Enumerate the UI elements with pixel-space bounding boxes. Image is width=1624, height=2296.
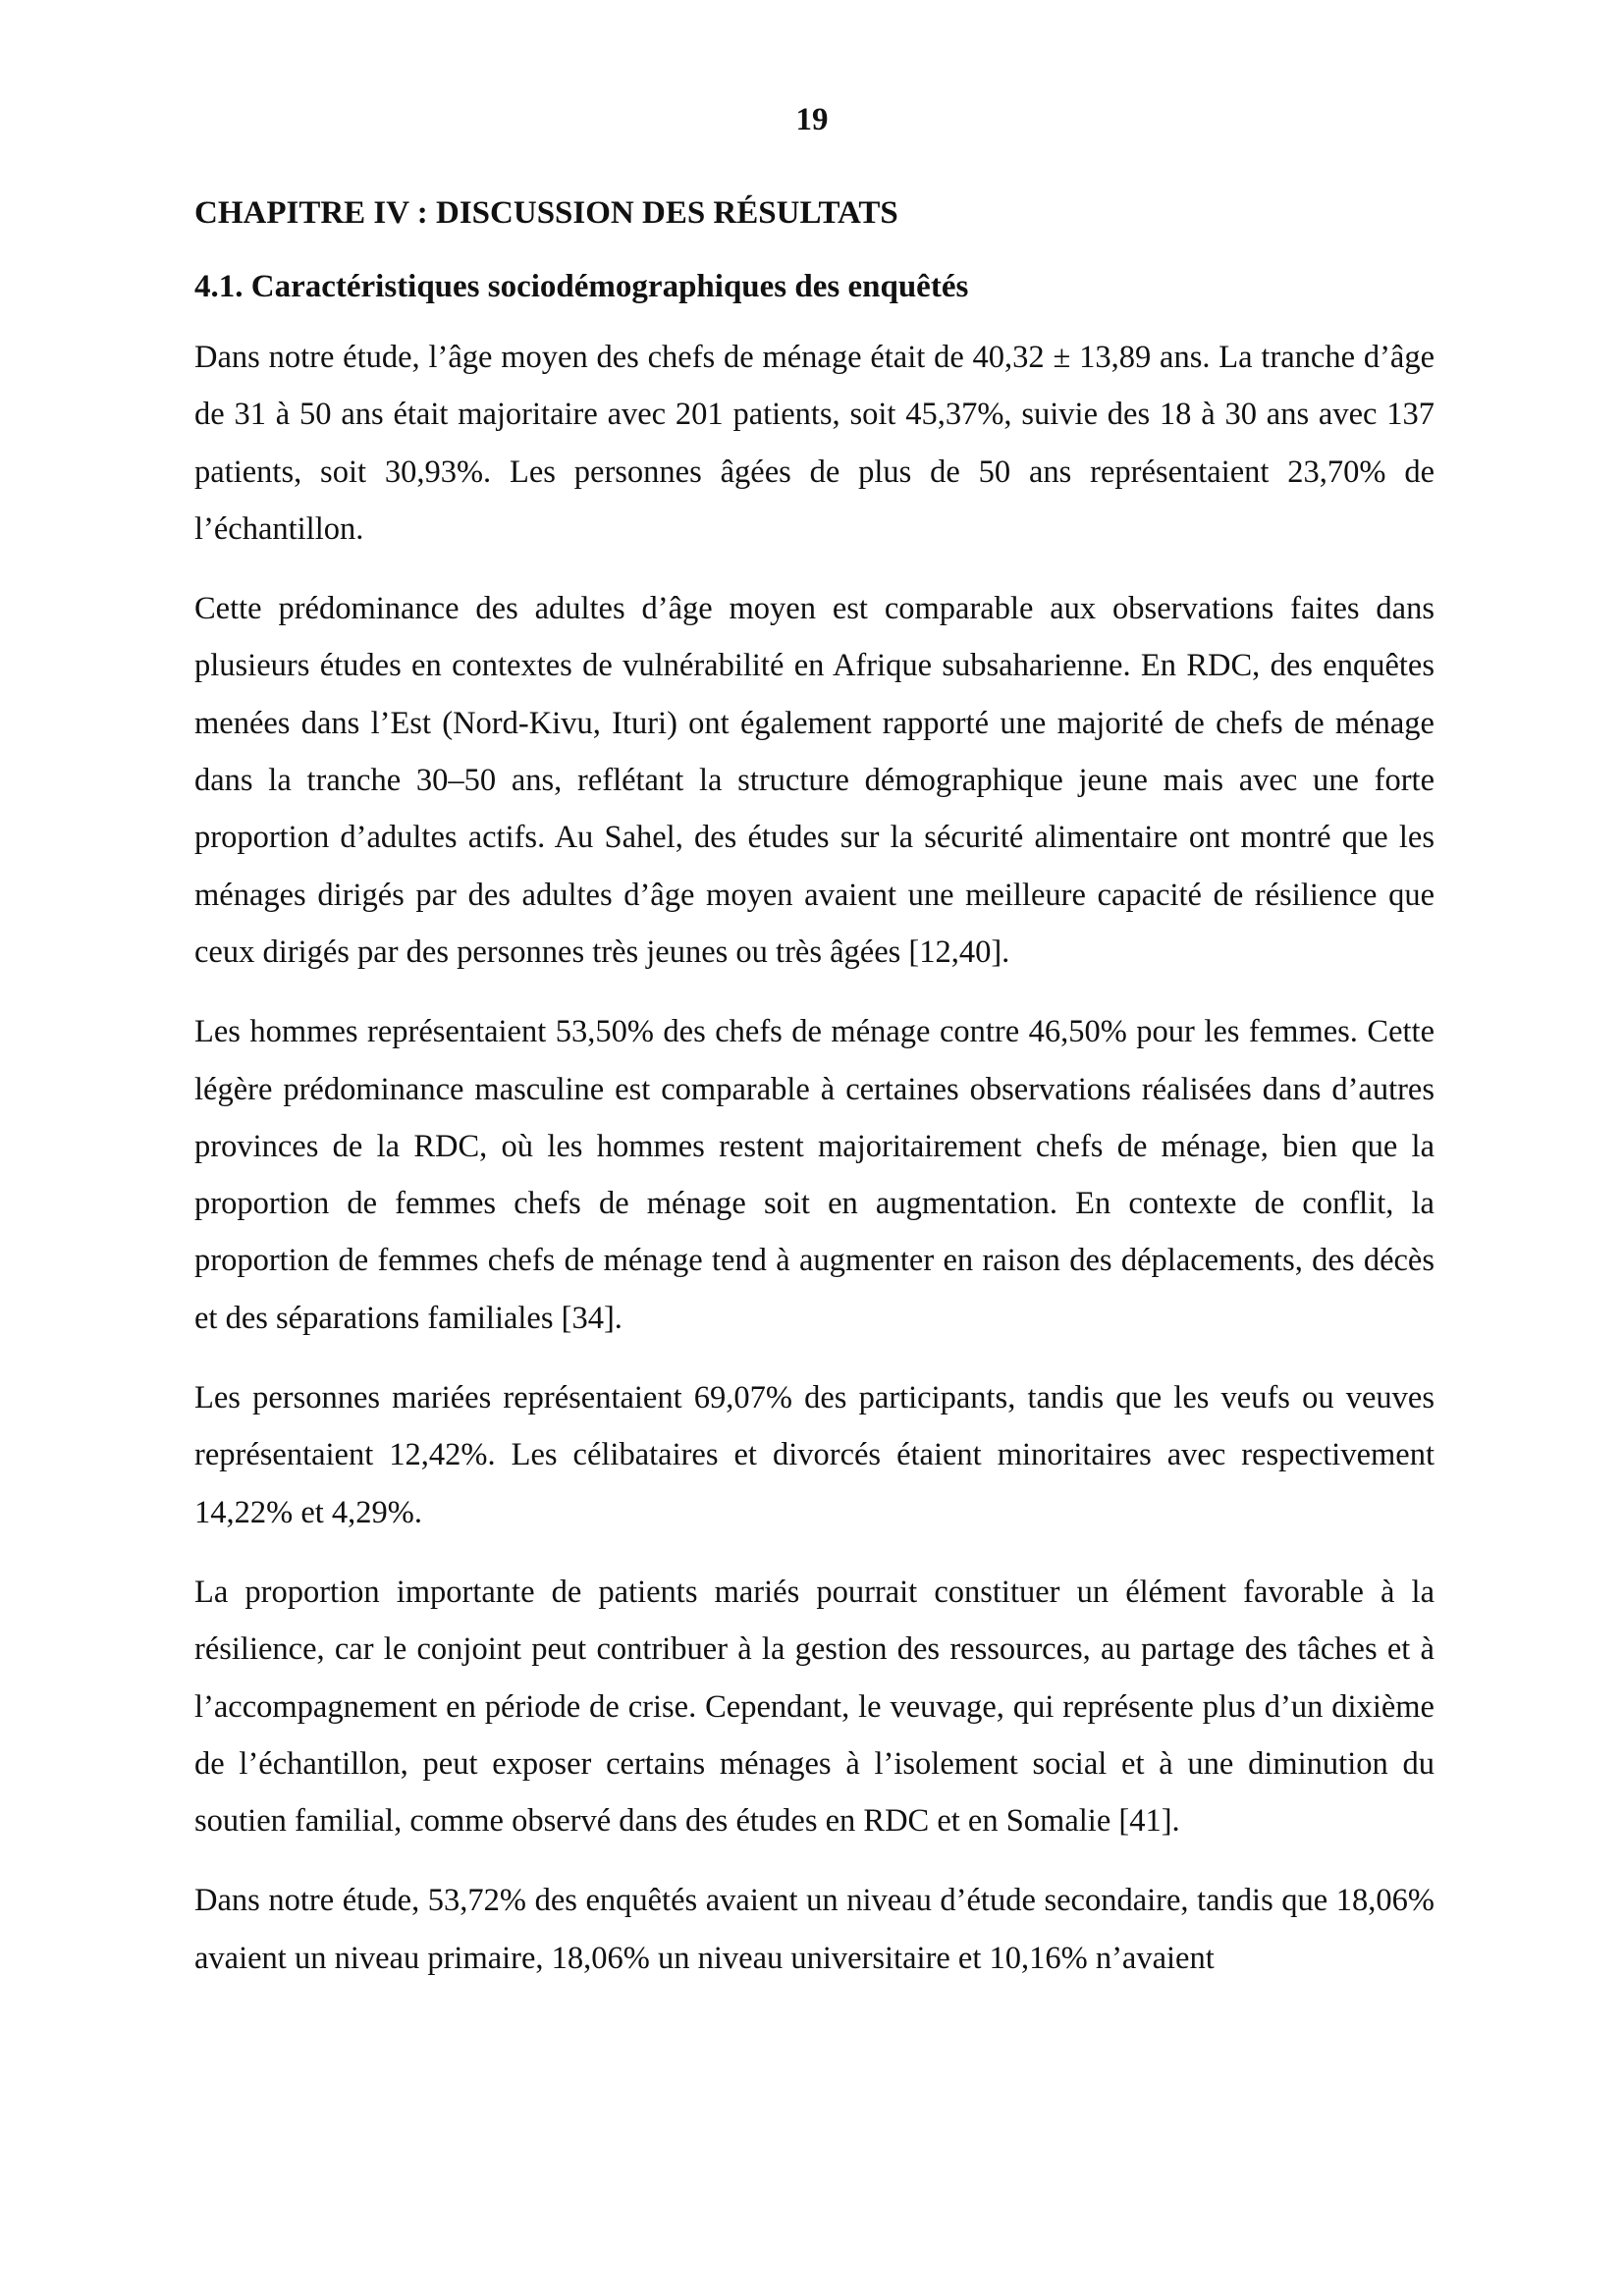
- page-content: [194, 192, 1435, 1987]
- chapter-title: CHAPITRE IV : DISCUSSION DES RÉSULTATS: [194, 195, 898, 231]
- paragraph-sex: Les hommes représentaient 53,50% des chefs de ménage contre 46,50% pour les femmes. Cette légère prédominance masculine est comparable à certaines observations réalisées dans d’autres provinces de la RDC, où les hommes restent majoritairement chefs de ménage, bien que la proportion de femmes chefs de ménage soit en augmentation. En contexte de conflit, la proportion de femmes chefs de ménage tend à augmenter en raison des déplacements, des décès et des séparations familiales [34].: [194, 1014, 1435, 1336]
- paragraph-marital-status: Les personnes mariées représentaient 69,07% des participants, tandis que les veufs ou veuves représentaient 12,42%. Les célibataires et divorcés étaient minoritaires avec respectivement 14,22% et 4,29%.: [194, 1380, 1435, 1530]
- paragraph-marital-discussion: La proportion importante de patients mariés pourrait constituer un élément favorable à la résilience, car le conjoint peut contribuer à la gestion des ressources, au partage des tâches et à l’accompagnement en période de crise. Cependant, le veuvage, qui représente plus d’un dixième de l’échantillon, peut exposer certains ménages à l’isolement social et à une diminution du soutien familial, comme observé dans des études en RDC et en Somalie [41].: [194, 1574, 1435, 1840]
- paragraph-age: Dans notre étude, l’âge moyen des chefs de ménage était de 40,32 ± 13,89 ans. La tranche d’âge de 31 à 50 ans était majoritaire avec 201 patients, soit 45,37%, suivie des 18 à 30 ans avec 137 patients, soit 30,93%. Les personnes âgées de plus de 50 ans représentaient 23,70% de l’échantillon.: [194, 340, 1435, 547]
- section-title: 4.1. Caractéristiques sociodémographiques des enquêtés: [194, 269, 969, 304]
- paragraph-age-discussion: Cette prédominance des adultes d’âge moyen est comparable aux observations faites dans plusieurs études en contextes de vulnérabilité en Afrique subsaharienne. En RDC, des enquêtes menées dans l’Est (Nord-Kivu, Ituri) ont également rapporté une majorité de chefs de ménage dans la tranche 30–50 ans, reflétant la structure démographique jeune mais avec une forte proportion d’adultes actifs. Au Sahel, des études sur la sécurité alimentaire ont montré que les ménages dirigés par des adultes d’âge moyen avaient une meilleure capacité de résilience que ceux dirigés par des personnes très jeunes ou très âgées [12,40].: [194, 591, 1435, 970]
- page-number: 19: [795, 102, 829, 137]
- paragraph-education: Dans notre étude, 53,72% des enquêtés avaient un niveau d’étude secondaire, tandis que 18,06% avaient un niveau primaire, 18,06% un niveau universitaire et 10,16% n’avaient: [194, 1883, 1435, 1976]
